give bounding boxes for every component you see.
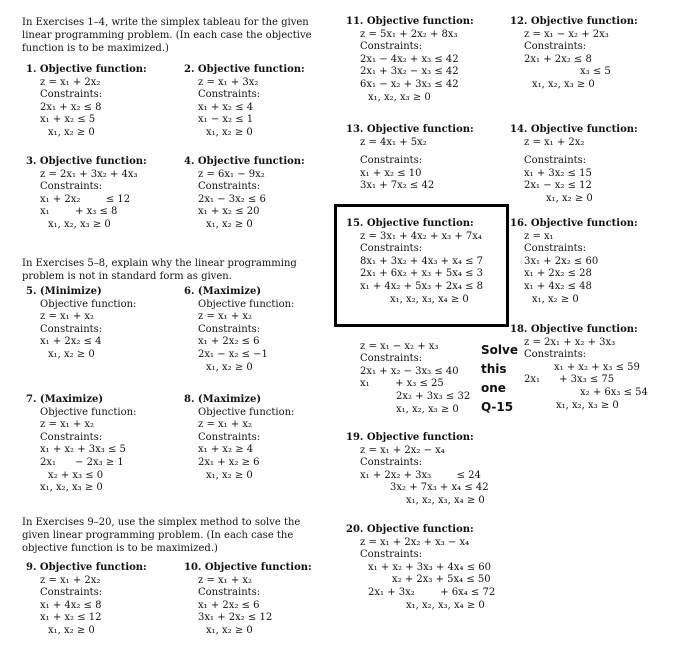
constraints-label: Constraints: [198,587,261,599]
objective-function: z = 4x₁ + 5x₂ [360,136,427,148]
constraint: 3x₁ + 2x₂ ≤ 12 [198,612,273,624]
constraint: x₁, x₂, x₃, x₄ ≥ 0 [406,599,485,611]
exercise-8 [184,394,294,482]
constraints-label: Constraints: [198,431,261,443]
constraint: 2x₁ + 6x₂ + x₃ + 5x₄ ≤ 3 [360,268,483,280]
constraint: x₁ + 2x₂ ≤ 6 [198,336,260,348]
constraint: 3x₁ + 7x₂ ≤ 42 [360,180,435,192]
constraints-label: Constraints: [360,243,423,255]
objective-label: Objective function: [40,406,137,418]
exercise-heading: 20. Objective function: [346,524,474,535]
constraints-label: Constraints: [524,349,587,361]
constraint: x₁, x₂ ≥ 0 [206,218,253,230]
constraint: x₁, x₂, x₃, x₄ ≥ 0 [406,494,485,506]
constraint: x₁ + x₂ + 3x₃ ≤ 5 [40,444,126,456]
constraints-label: Constraints: [360,353,423,365]
constraint: x₁, x₂ ≥ 0 [48,348,95,360]
exercise-13 [346,124,474,193]
objective-label: Objective function: [198,298,295,310]
constraint: 2x₁ − 2x₃ ≥ 1 [40,456,124,468]
exercise-heading: 1. Objective function: [26,64,147,75]
constraint: x₁, x₂, x₃, x₄ ≥ 0 [390,293,469,305]
exercise-heading: 12. Objective function: [510,16,638,27]
exercise-3 [26,156,147,232]
constraints-label: Constraints: [360,549,423,561]
objective-function: z = x₁ − x₂ + 2x₃ [524,28,609,40]
constraints-label: Constraints: [40,323,103,335]
exercise-6 [184,286,294,374]
constraints-label: Constraints: [524,243,587,255]
constraint: x₁ + 4x₂ + 5x₃ + 2x₄ ≤ 8 [360,280,483,292]
exercise-heading: 15. Objective function: [346,218,474,229]
exercise-1 [26,64,147,140]
exercise-heading: 10. Objective function: [184,562,312,573]
exercise-2 [184,64,305,140]
constraints-label: Constraints: [360,155,423,167]
constraint: x₁ + x₂ + 3x₃ + 4x₄ ≤ 60 [368,561,491,573]
exercise-10 [184,562,312,638]
constraints-label: Constraints: [40,181,103,193]
exercise-14 [510,124,638,206]
exercise-heading: 11. Objective function: [346,16,474,27]
exercise-heading: 3. Objective function: [26,156,147,167]
constraint: x₁, x₂, x₃ ≥ 0 [48,218,111,230]
constraint: 2x₂ + 3x₃ ≤ 32 [396,390,471,402]
constraint: x₁, x₂ ≥ 0 [206,624,253,636]
constraint: x₁ + 2x₂ ≤ 12 [40,193,131,205]
constraint: x₁ + 4x₂ ≤ 48 [524,280,592,292]
exercise-heading: 13. Objective function: [346,124,474,135]
constraint: x₁, x₂, x₃ ≥ 0 [556,399,619,411]
objective-function: z = 2x₁ + 3x₂ + 4x₃ [40,168,138,180]
exercise-heading: 9. Objective function: [26,562,147,573]
exercise-20 [346,524,495,612]
constraint: x₁ + x₂ ≤ 20 [198,206,260,218]
exercise-heading: 4. Objective function: [184,156,305,167]
constraint: x₁, x₂ ≥ 0 [48,624,95,636]
constraint: 6x₁ − x₂ + 3x₃ ≤ 42 [360,78,459,90]
constraint: 2x₁ + 3x₂ − x₃ ≤ 42 [360,66,459,78]
note-line: one [481,381,506,395]
exercise-heading: 6. (Maximize) [184,286,262,297]
exercise-5 [26,286,136,362]
constraint: 2x₁ − 4x₂ + x₃ ≤ 42 [360,53,459,65]
constraint: x₁ + x₂ + x₃ ≤ 59 [554,361,640,373]
objective-function: z = 3x₁ + 4x₂ + x₃ + 7x₄ [360,230,482,242]
constraints-label: Constraints: [524,41,587,53]
constraints-label: Constraints: [40,587,103,599]
constraint: 3x₂ + 7x₃ + x₄ ≤ 42 [390,482,489,494]
constraint: x₁ + 2x₂ + 3x₃ ≤ 24 [360,469,481,481]
constraint: 2x₁ + 3x₃ ≤ 75 [524,374,615,386]
constraints-label: Constraints: [360,41,423,53]
constraint: x₁, x₂, x₃ ≥ 0 [40,482,103,494]
exercise-11 [346,16,474,104]
constraint: 2x₁ + 3x₂ + 6x₄ ≤ 72 [368,586,496,598]
constraint: 2x₁ + x₂ ≤ 8 [40,101,102,113]
constraint: 2x₁ + 2x₂ ≤ 8 [524,53,592,65]
objective-function: z = 5x₁ + 2x₂ + 8x₃ [360,28,458,40]
objective-function: z = x₁ + 2x₂ [40,76,101,88]
constraint: x₂ + 2x₃ + 5x₄ ≤ 50 [392,574,491,586]
exercise-heading: 14. Objective function: [510,124,638,135]
exercise-19 [346,432,489,508]
constraint: x₁, x₂, x₃ ≥ 0 [532,78,595,90]
constraint: 3x₁ + 2x₂ ≤ 60 [524,255,599,267]
highlight-box [334,204,509,327]
objective-function: z = x₁ − x₂ + x₃ [360,340,439,352]
note-line: Q-15 [481,400,514,414]
objective-function: z = x₁ + x₂ [40,419,95,431]
constraint: x₁, x₂ ≥ 0 [206,126,253,138]
note-line: this [481,362,507,376]
intro-exercises-1-4: In Exercises 1–4, write the simplex tableau for the given linear programming problem. (In each case the objective function is to be maximized.) [22,17,312,54]
constraint: 2x₁ − x₂ ≤ −1 [198,348,268,360]
intro-exercises-9-20: In Exercises 9–20, use the simplex method to solve the given linear programming problem. (In each case the objective function is to be maximized.) [22,517,301,554]
constraint: x₁ + x₂ ≤ 12 [40,612,102,624]
constraint: x₁ + x₂ ≤ 5 [40,114,96,126]
constraint: x₁, x₂, x₃ ≥ 0 [396,403,459,415]
constraint: 2x₁ − 3x₂ ≤ 6 [198,193,266,205]
exercise-4 [184,156,305,232]
objective-label: Objective function: [40,298,137,310]
intro-exercises-5-8: In Exercises 5–8, explain why the linear programming problem is not in standard form as given. [22,258,297,282]
constraint: x₂ + 6x₃ ≤ 54 [580,386,648,398]
objective-function: z = x₁ + 2x₂ [40,574,101,586]
constraint: x₁ + x₂ ≤ 10 [360,167,422,179]
constraint: x₁, x₂, x₃ ≥ 0 [368,91,431,103]
constraint: x₁, x₂ ≥ 0 [206,361,253,373]
constraints-label: Constraints: [198,181,261,193]
constraint: x₁, x₂ ≥ 0 [48,126,95,138]
exercise-7 [26,394,136,495]
constraint: 2x₁ − x₂ ≤ 12 [524,180,592,192]
constraints-label: Constraints: [524,155,587,167]
objective-function: z = 2x₁ + x₂ + 3x₃ [524,336,616,348]
exercise-heading: 19. Objective function: [346,432,474,443]
exercise-heading: 5. (Minimize) [26,286,102,297]
constraint: x₁ + 2x₂ ≤ 4 [40,336,102,348]
constraint: x₁, x₂ ≥ 0 [546,192,593,204]
handwritten-note [481,341,518,417]
exercise-18 [510,324,648,412]
constraint: x₁, x₂ ≥ 0 [532,293,579,305]
objective-function: z = x₁ [524,230,554,242]
exercise-12 [510,16,638,92]
exercise-heading: 8. (Maximize) [184,394,262,405]
constraint: 2x₁ + x₂ ≥ 6 [198,456,260,468]
constraints-label: Constraints: [40,89,103,101]
exercise-9 [26,562,147,638]
constraint: x₁ + x₃ ≤ 25 [360,378,444,390]
objective-function: z = x₁ + 2x₂ − x₄ [360,444,445,456]
exercise-heading: 7. (Maximize) [26,394,104,405]
objective-function: z = x₁ + 3x₂ [198,76,259,88]
objective-label: Objective function: [198,406,295,418]
constraints-label: Constraints: [40,431,103,443]
objective-function: z = x₁ + x₂ [198,311,253,323]
constraint: 8x₁ + 3x₂ + 4x₃ + x₄ ≤ 7 [360,255,483,267]
constraint: x₁ + 3x₂ ≤ 15 [524,167,592,179]
constraint: x₁ + x₂ ≤ 4 [198,101,254,113]
objective-function: z = x₁ + x₂ [198,574,253,586]
constraint: x₁ + x₃ ≤ 8 [40,206,118,218]
exercise-16 [510,218,638,306]
objective-function: z = x₁ + x₂ [198,419,253,431]
exercise-heading: 18. Objective function: [510,324,638,335]
objective-function: z = x₁ + 2x₂ + x₃ − x₄ [360,536,470,548]
constraints-label: Constraints: [360,457,423,469]
constraint: x₁ + 2x₂ ≤ 28 [524,268,592,280]
constraints-label: Constraints: [198,89,261,101]
note-line: Solve [481,343,518,357]
exercise-17 [346,328,474,416]
objective-function: z = 6x₁ − 9x₂ [198,168,265,180]
exercise-heading: 16. Objective function: [510,218,638,229]
constraint: x₁, x₂ ≥ 0 [206,469,253,481]
constraint: 2x₁ + x₂ − 3x₃ ≤ 40 [360,365,459,377]
constraint: x₁ + x₂ ≥ 4 [198,444,254,456]
constraint: x₁ + 2x₂ ≤ 6 [198,599,260,611]
constraint: x₂ + x₃ ≤ 0 [48,469,104,481]
constraint: x₁ − x₂ ≤ 1 [198,114,254,126]
constraint: x₁ + 4x₂ ≤ 8 [40,599,102,611]
objective-function: z = x₁ + x₂ [40,311,95,323]
exercise-heading: 2. Objective function: [184,64,305,75]
constraint: x₃ ≤ 5 [580,66,611,78]
constraints-label: Constraints: [198,323,261,335]
objective-function: z = x₁ + 2x₂ [524,136,585,148]
